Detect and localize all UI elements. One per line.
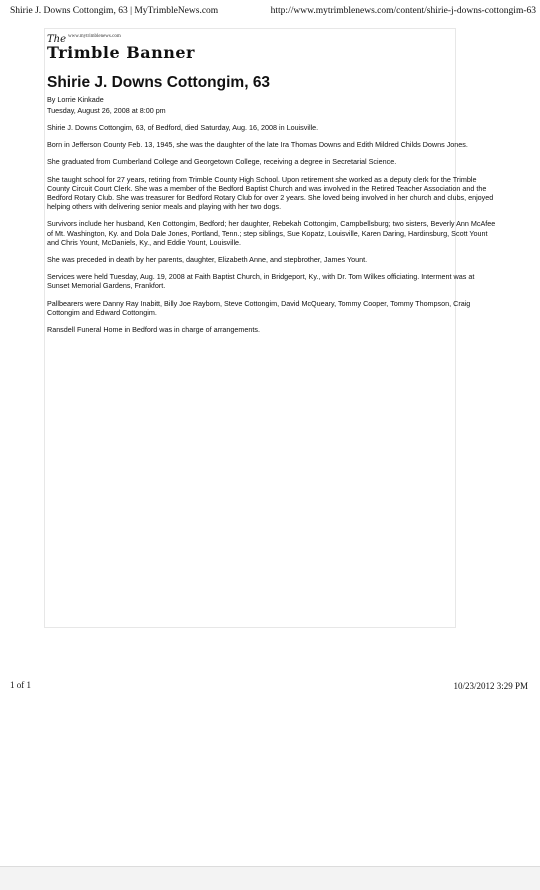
article-headline: Shirie J. Downs Cottongim, 63	[47, 74, 271, 91]
article-byline: By Lorrie Kinkade	[47, 95, 104, 104]
print-header-title: Shirie J. Downs Cottongim, 63 | MyTrimbleNews.com	[10, 6, 219, 16]
article-paragraph: She was preceded in death by her parents, daughter, Elizabeth Anne, and stepbrother, James Yount.	[47, 255, 368, 265]
article-paragraph: Survivors include her husband, Ken Cottongim, Bedford; her daughter, Rebekah Cottongim, Campbellsburg; two sisters, Beverly Ann McAfee of Mt. Washington, Ky. and Dola Dale Jones, Portland, Tenn.; step siblings, Sue Kopatz, Louisville, Karen Daring, Hardinsburg, Scott Yount and Chris Yount, McDaniels, Ky., and Eddie Yount, Louisville.	[47, 219, 496, 247]
article-paragraph: Services were held Tuesday, Aug. 19, 2008 at Faith Baptist Church, in Bridgeport, Ky., with Dr. Tom Wilkes officiating. Interment was at Sunset Memorial Gardens, Frankfort.	[47, 272, 475, 291]
logo-name: Trimble Banner	[47, 43, 195, 62]
logo-the: The	[47, 34, 67, 45]
print-header-url: http://www.mytrimblenews.com/content/shirie-j-downs-cottongim-63	[270, 6, 536, 16]
article-paragraph: Ransdell Funeral Home in Bedford was in charge of arrangements.	[47, 325, 260, 335]
print-footer-timestamp: 10/23/2012 3:29 PM	[453, 681, 528, 691]
article-paragraph: Shirie J. Downs Cottongim, 63, of Bedford, died Saturday, Aug. 16, 2008 in Louisville.	[47, 123, 319, 132]
article-date: Tuesday, August 26, 2008 at 8:00 pm	[47, 106, 166, 115]
article-paragraph: She graduated from Cumberland College and Georgetown College, receiving a degree in Secretarial Science.	[47, 157, 397, 167]
article-paragraph: Pallbearers were Danny Ray Inabitt, Billy Joe Rayborn, Steve Cottongim, David McQueary, Tommy Cooper, Tommy Thompson, Craig Cottongim and Edward Cottongim.	[47, 298, 471, 317]
article-paragraph: She taught school for 27 years, retiring from Trimble County High School. Upon retirement she worked as a deputy clerk for the Trimble County Circuit Court Clerk. She was a member of the Bedford Baptist Church and was involved in the Retired Teacher Association and the Bedford Rotary Club. She was treasurer for Bedford Rotary Club for over 2 years. She loved being involved in her church and clubs, enjoyed helping others with delivering senior meals and playing with her two dogs.	[47, 174, 494, 212]
article-body	[47, 123, 497, 334]
article-paragraph: Born in Jefferson County Feb. 13, 1945, she was the daughter of the late Ira Thomas Downs and Edith Mildred Childs Downs Jones.	[47, 140, 468, 150]
print-footer-page: 1 of 1	[10, 680, 31, 690]
obituary-article	[47, 73, 497, 342]
logo-site-url: www.mytrimblenews.com	[68, 34, 121, 39]
scan-bottom-edge	[0, 866, 540, 890]
